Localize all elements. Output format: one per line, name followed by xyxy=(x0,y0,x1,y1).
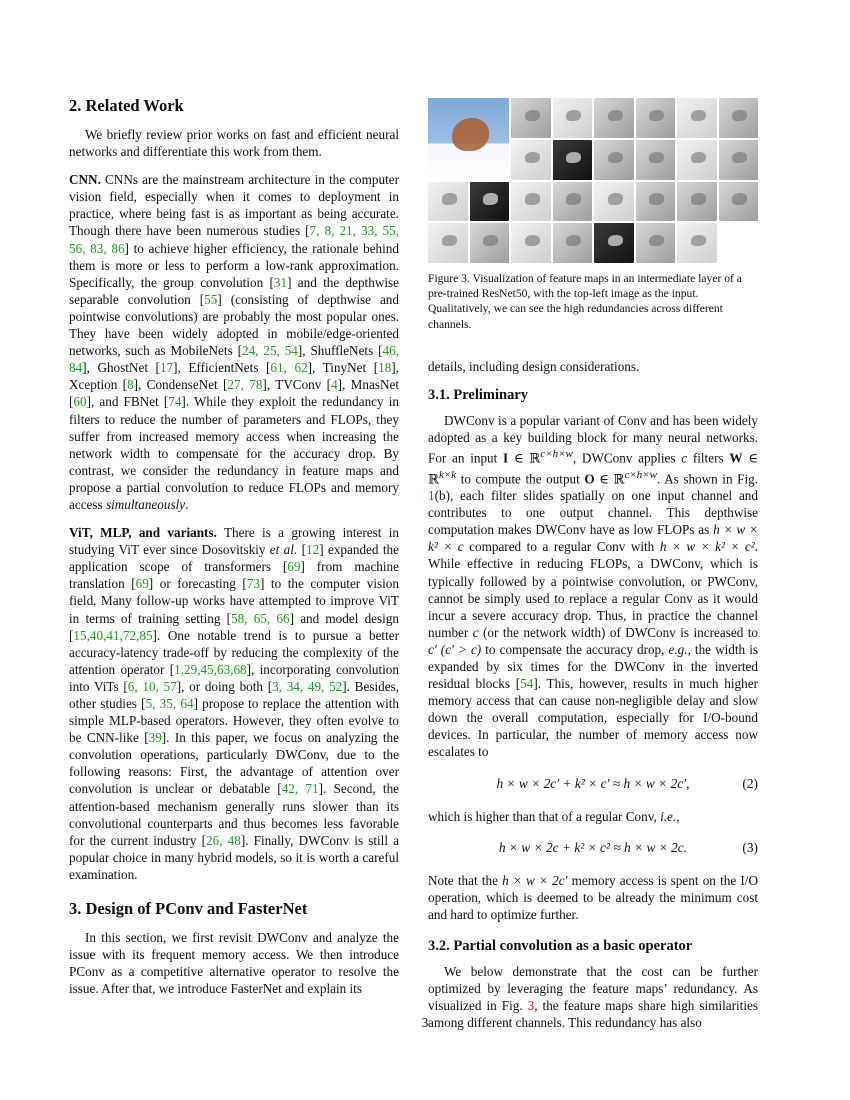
citation[interactable]: 42, 71 xyxy=(281,781,319,797)
feature-map-tile xyxy=(719,98,759,138)
input-bird-image xyxy=(428,98,509,180)
feature-map-tile xyxy=(553,182,593,222)
cnn-text: ], ShuffleNets [ xyxy=(297,343,383,359)
feature-map-tile xyxy=(677,182,717,222)
vit-emphasis: et al. xyxy=(269,542,298,558)
vit-text: ], incorporating convolution into ViTs [ xyxy=(69,661,399,694)
feature-map-tile xyxy=(470,182,510,222)
feature-map-tile xyxy=(511,140,551,180)
var-input: I xyxy=(503,450,509,466)
feature-map-tile xyxy=(428,223,468,263)
cnn-text: CNNs are the mainstream architecture in the computer vision field, especially when it comes to deployment in practice, where being fast is as important as being accurate. Though there have been numerous studies [ xyxy=(69,172,400,239)
feature-map-tile xyxy=(636,182,676,222)
equation-number: (2) xyxy=(742,775,758,791)
vit-text: [ xyxy=(297,542,307,558)
partial-text: We below demonstrate that the cost can be further optimized by leveraging the feature maps’ redundancy. As visualized in Fig. xyxy=(428,963,758,1014)
feature-map-tile xyxy=(511,98,551,138)
vit-text: ]. Besides, other studies [ xyxy=(69,678,399,711)
vit-text: ]. Second, the attention-based mechanism generally runs slower than its convolutional counterparts and thus becomes less favorable for the current industry [ xyxy=(69,781,400,848)
feature-map-tile xyxy=(553,140,593,180)
vit-text: ], or doing both [ xyxy=(176,678,273,694)
cnn-text: ], TVConv [ xyxy=(262,377,332,393)
cnn-emphasis: simultaneously xyxy=(105,496,186,512)
citation[interactable]: 61, 62 xyxy=(270,360,308,376)
citation[interactable]: 8 xyxy=(127,377,134,393)
prelim-text: . As shown in Fig. xyxy=(657,470,758,486)
vit-text: ] from machine translation [ xyxy=(69,559,400,592)
prelim-text: ∈ ℝ xyxy=(594,470,625,486)
cnn-text: ], EfficientNets [ xyxy=(173,360,271,376)
prelim-text: memory access is spent on the I/O operation, which is deemed to be already the minimum cost and hard to optimize further. xyxy=(428,872,758,922)
citation[interactable]: 69 xyxy=(287,559,301,575)
prelim-text: DWConv is a popular variant of Conv and has been widely adopted as a key building block for many neural networks. For an input xyxy=(428,412,758,466)
var-c: c xyxy=(472,624,479,640)
equation-number: (3) xyxy=(742,839,758,855)
figure-caption: Figure 3. Visualization of feature maps in an intermediate layer of a pre-trained ResNet50, with the top-left image as the input. Qualitatively, we can see the high redundancies across different channels. xyxy=(428,272,742,331)
prelim-text: to compensate the accuracy drop, xyxy=(481,641,669,657)
vit-text: ] propose to replace the attention with simple MLP-based operators. However, they often evolve to be CNN-like [ xyxy=(69,696,400,746)
var-output: O xyxy=(584,470,595,486)
vit-text: ] expanded the application scope of transformers [ xyxy=(69,542,399,575)
cnn-text: ], Xception [ xyxy=(69,360,399,393)
citation[interactable]: 24, 25, 54 xyxy=(241,343,298,359)
right-intro: details, including design considerations. xyxy=(428,358,640,374)
citation[interactable]: 3, 34, 49, 52 xyxy=(272,678,343,694)
vit-text: ] and model design [ xyxy=(69,610,400,643)
right-column xyxy=(428,98,758,1042)
citation[interactable]: 15,40,41,72,85 xyxy=(73,627,153,643)
prelim-text: . While effective in reducing FLOPs, a DWConv, which is typically followed by a pointwise convolution, or PWConv, cannot be simply used to replace a regular Conv as it would incur a severe accuracy drop. Thus, in practice the channel number xyxy=(428,539,758,640)
feature-map-tile xyxy=(594,223,634,263)
vit-text: ]. One notable trend is to pursue a better accuracy-latency trade-off by reducing the complexity of the attention operator [ xyxy=(69,627,399,677)
feature-map-tile xyxy=(594,98,634,138)
superscript: c×h×w xyxy=(624,468,658,481)
feature-map-tile xyxy=(719,140,759,180)
prelim-text: Note that the xyxy=(428,872,503,888)
citation[interactable]: 55 xyxy=(204,291,218,307)
preliminary-paragraph xyxy=(428,412,758,761)
citation[interactable]: 54 xyxy=(520,676,534,692)
citation[interactable]: 69 xyxy=(135,576,149,592)
vit-text: ]. Finally, DWConv is still a popular choice in many hybrid models, so it is worth a careful examination. xyxy=(69,832,400,882)
prelim-text: (or the network width) of DWConv is increased to xyxy=(478,624,758,640)
prelim-text: to compute the output xyxy=(456,470,585,486)
superscript: c×h×w xyxy=(540,448,573,461)
vit-text: ]. In this paper, we focus on analyzing the convolution operations, particularly DWConv, due to the following reasons: First, the advantage of attention over convolution is unclear or debatable [ xyxy=(69,730,399,797)
prelim-text: , the width is expanded by six times for the DWConv in the inverted residual blocks [ xyxy=(428,641,758,692)
cnn-text: ], MnasNet [ xyxy=(69,377,400,410)
feature-map-tile xyxy=(553,223,593,263)
citation[interactable]: 60 xyxy=(73,394,87,410)
citation[interactable]: 26, 48 xyxy=(206,832,241,848)
feature-map-tile xyxy=(719,182,759,222)
equation-body: h × w × 2c + k² × c² ≈ h × w × 2c. xyxy=(498,839,688,855)
citation[interactable]: 46, 84 xyxy=(69,343,399,376)
vit-text: There is a growing interest in studying ViT ever since Dosovitskiy xyxy=(69,525,399,558)
prelim-text: ]. This, however, results in much higher memory access that can cause non-negligible delay and slow down the overall computation, especially for I/O-bound devices. In particular, the number of memory access now escalates to xyxy=(428,676,758,760)
citation[interactable]: 31 xyxy=(273,274,288,290)
section-title-preliminary: 3.1. Preliminary xyxy=(428,386,529,403)
prelim-text: which is higher than that of a regular Conv, xyxy=(428,808,661,824)
vit-heading: ViT, MLP, and variants. xyxy=(69,525,217,541)
left-column xyxy=(69,96,399,1008)
cnn-text: ] and the depthwise separable convolution [ xyxy=(69,274,399,307)
cnn-text: ], CondenseNet [ xyxy=(133,377,228,393)
math-inline: c′ (c′ > c) xyxy=(428,641,482,657)
feature-map-tile xyxy=(677,98,717,138)
citation[interactable]: 6, 10, 57 xyxy=(127,678,177,694)
figure-reference[interactable]: 1 xyxy=(428,488,435,504)
citation[interactable]: 7, 8, 21, 33, 55, 56, 83, 86 xyxy=(69,223,400,256)
feature-map-tile xyxy=(428,182,468,222)
section-title-design: 3. Design of PConv and FasterNet xyxy=(69,899,308,919)
prelim-emphasis: i.e. xyxy=(660,808,677,824)
section-title-related-work: 2. Related Work xyxy=(69,96,184,115)
feature-map-tile xyxy=(594,182,634,222)
citation[interactable]: 73 xyxy=(246,576,260,592)
citation[interactable]: 1,29,45,63,68 xyxy=(174,661,247,677)
citation[interactable]: 27, 78 xyxy=(227,377,263,393)
cnn-text: ], GhostNet [ xyxy=(82,360,160,376)
citation[interactable]: 4 xyxy=(331,377,338,393)
equation-body: h × w × 2c′ + k² × c′ ≈ h × w × 2c′, xyxy=(496,775,690,791)
prelim-text: ∈ ℝ xyxy=(508,450,541,466)
citation[interactable]: 17 xyxy=(159,360,174,376)
vit-text: ] to the computer vision field. Many follow-up works have attempted to improve ViT in terms of training setting [ xyxy=(69,576,399,626)
prelim-emphasis: e.g. xyxy=(668,641,688,657)
related-work-intro: We briefly review prior works on fast and efficient neural networks and differentiate this work from them. xyxy=(69,127,399,160)
math-inline: h × w × k² × c² xyxy=(659,539,755,555)
prelim-text: compared to a regular Conv with xyxy=(463,539,660,555)
citation[interactable]: 74 xyxy=(168,394,182,410)
feature-map-tile xyxy=(677,223,717,263)
equation-3 xyxy=(428,836,758,860)
feature-map-tile xyxy=(677,140,717,180)
prelim-text: (b), each filter slides spatially on one input channel and contributes to one output channel. This depthwise computation makes DWConv have as low FLOPs as xyxy=(428,488,758,538)
math-inline: h × w × k² × c xyxy=(428,522,758,555)
preliminary-continuation xyxy=(428,808,758,825)
cnn-text: ] (consisting of depthwise and pointwise convolutions) are probably the most popular ones. They have been widely adopted in mobile/edge-oriented networks, such as MobileNets [ xyxy=(69,291,399,359)
partial-text: , the feature maps share high similarities among different channels. This redundancy has also xyxy=(428,998,758,1031)
prelim-text: , DWConv applies xyxy=(572,450,682,466)
feature-map-tile xyxy=(511,223,551,263)
design-paragraph: In this section, we first revisit DWConv and analyze the issue with its frequent memory access. We then introduce PConv as a competitive alternative operator to resolve the issue. After that, we introduce FasterNet and explain its xyxy=(69,930,399,997)
cnn-text: ], and FBNet [ xyxy=(86,394,169,410)
page-number: 3 xyxy=(421,1015,429,1030)
feature-map-tile xyxy=(511,182,551,222)
cnn-heading: CNN. xyxy=(69,172,101,188)
superscript: k×k xyxy=(438,468,457,481)
prelim-text: ∈ ℝ xyxy=(428,450,758,486)
citation[interactable]: 5, 35, 64 xyxy=(145,696,194,711)
feature-map-tile xyxy=(553,98,593,138)
feature-map-tile xyxy=(636,98,676,138)
equation-2 xyxy=(428,772,758,796)
cnn-paragraph xyxy=(69,171,399,513)
math-inline: h × w × 2c′ xyxy=(502,872,568,888)
feature-map-figure xyxy=(428,98,758,263)
citation[interactable]: 39 xyxy=(148,730,162,746)
feature-map-tile xyxy=(636,223,676,263)
cnn-text: . xyxy=(185,496,189,512)
feature-map-tile xyxy=(470,223,510,263)
preliminary-note xyxy=(428,872,758,923)
prelim-text: , xyxy=(676,808,680,824)
citation[interactable]: 18 xyxy=(378,360,392,376)
var-filters: W xyxy=(729,450,743,466)
feature-map-tile xyxy=(636,140,676,180)
cnn-text: ], TinyNet [ xyxy=(307,360,379,376)
prelim-text: filters xyxy=(687,450,730,466)
var-c: c xyxy=(681,450,688,466)
figure-reference[interactable]: 3 xyxy=(527,998,535,1014)
cnn-text: ]. While they exploit the redundancy in filters to reduce the number of parameters and FLOPs, they suffer from increased memory access when increasing the network width to compensate for the accuracy drop. By contrast, we consider the redundancy in feature maps and propose a partial convolution to reduce FLOPs and memory access xyxy=(69,394,399,512)
vit-paragraph xyxy=(69,524,399,883)
section-title-partial-convolution: 3.2. Partial convolution as a basic operator xyxy=(428,937,693,954)
feature-map-tile xyxy=(594,140,634,180)
vit-text: ] or forecasting [ xyxy=(148,576,247,592)
citation[interactable]: 12 xyxy=(306,542,320,558)
cnn-text: ] to achieve higher efficiency, the rationale behind them is more or less to perform a low-rank approximation. Specifically, the group convolution [ xyxy=(69,240,399,290)
citation[interactable]: 58, 65, 66 xyxy=(231,610,290,626)
